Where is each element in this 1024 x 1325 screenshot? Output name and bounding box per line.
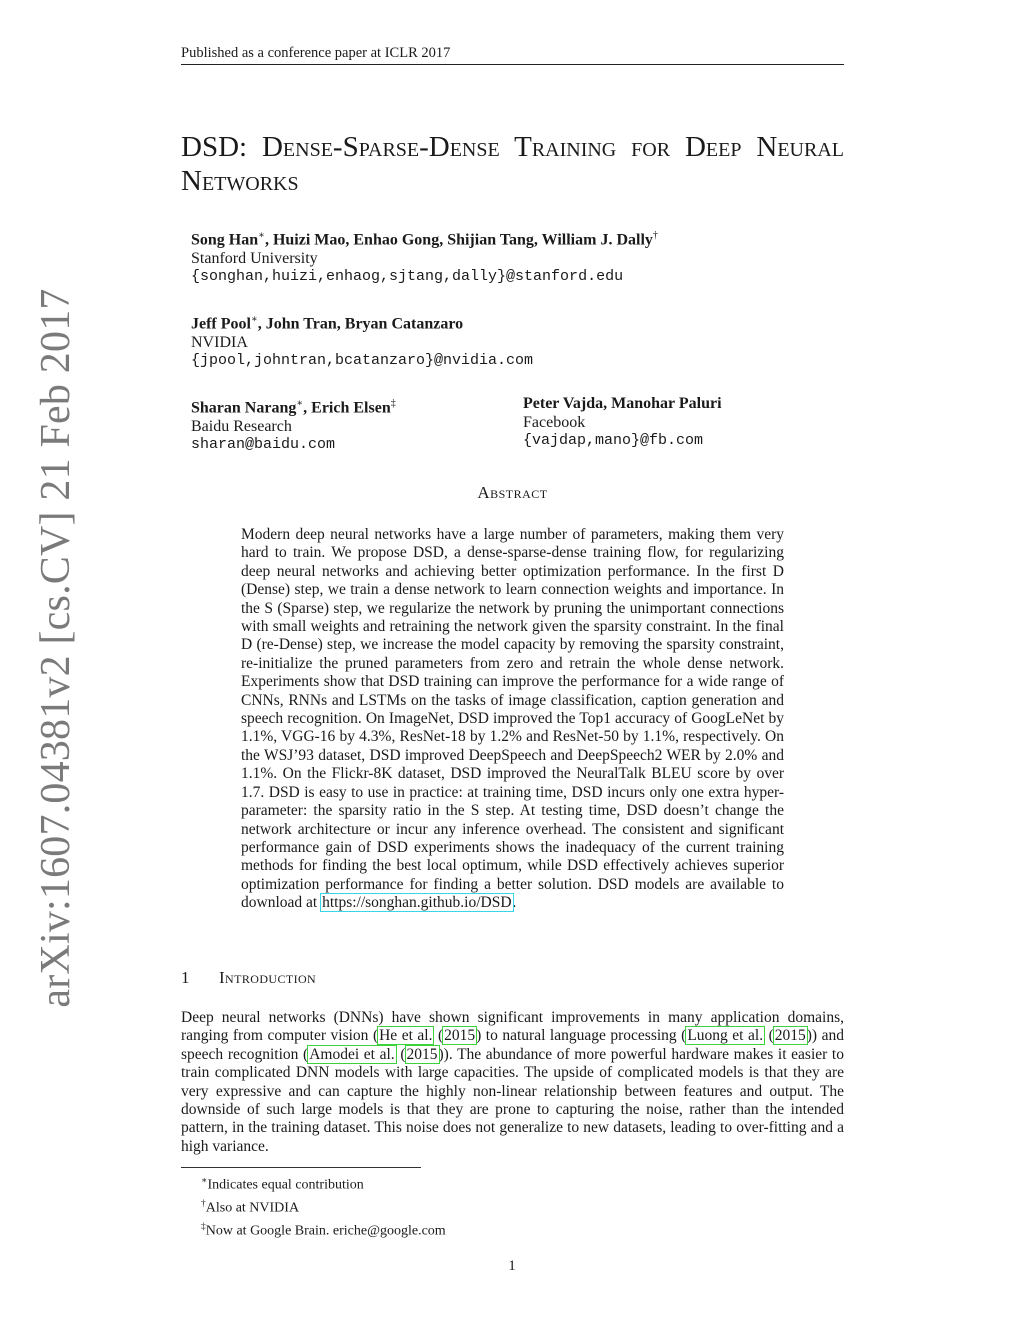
dsd-models-link[interactable]: https://songhan.github.io/DSD [322,894,512,912]
page-number: 1 [508,1258,516,1274]
footnote: ∗Indicates equal contribution [201,1176,364,1193]
author-block-nvidia [191,311,533,371]
author-block-baidu [191,395,396,455]
citation-he-year[interactable]: 2015 [444,1027,476,1045]
footnotes [201,1172,446,1241]
introduction-paragraph: Deep neural networks (DNNs) have shown significant improvements in many application domains, ranging from computer vision (He et al. (2015) to natural language processing (Luong et al. (2015)) and speech recognition (Amodei et al. (2015)). The abundance of more powerful hardware makes it easier to train complicated DNN models with large capacities. The upside of complicated models is that they are very expressive and can capture the highly non-linear relationship between features and output. The downside of such large models is that they are prone to capturing the noise, rather than the intended pattern, in the training dataset. This noise does not generalize to new datasets, leading to over-fitting and a high variance. [181,1009,844,1155]
institution: Baidu Research [191,417,292,435]
abstract-heading: Abstract [477,483,548,502]
author-block-facebook [523,395,722,451]
abstract-text: Modern deep neural networks have a large number of parameters, making them very hard to train. We propose DSD, a dense-sparse-dense training flow, for regularizing deep neural networks and achieving better optimization performance. In the first D (Dense) step, we train a dense network to learn connection weights and importance. In the S (Sparse) step, we regularize the network by pruning the unimportant connections with small weights and retraining the network given the sparsity constraint. In the final D (re-Dense) step, we increase the model capacity by removing the sparsity constraint, re-initialize the pruned parameters from zero and retrain the whole dense network. Experiments show that DSD training can improve the performance for a wide range of CNNs, RNNs and LSTMs on the tasks of image classification, caption generation and speech recognition. On ImageNet, DSD improved the Top1 accuracy of GoogLeNet by 1.1%, VGG-16 by 4.3%, ResNet-18 by 1.2% and ResNet-50 by 1.1%, respectively. On the WSJ’93 dataset, DSD improved DeepSpeech and DeepSpeech2 WER by 2.0% and 1.1%. On the Flickr-8K dataset, DSD improved the NeuralTalk BLEU score by over 1.7. DSD is easy to use in practice: at training time, DSD incurs only one extra hyper-parameter: the sparsity ratio in the S step. At testing time, DSD doesn’t change the network architecture or incur any inference overhead. The consistent and significant performance gain of DSD experiments shows the inadequacy of the current training methods for finding the best local optimum, while DSD effectively achieves superior optimization performance for finding a better solution. DSD models are available to download at https://songhan.github.io/DSD. [241,526,784,912]
citation-luong-year[interactable]: 2015 [774,1027,806,1045]
citation-he-author[interactable]: He et al. [379,1027,433,1045]
author-names: Jeff Pool∗, John Tran, Bryan Catanzaro [191,314,464,333]
section-title-text: Introduction [219,968,317,987]
author-email: {vajdap,mano}@fb.com [523,432,704,449]
institution: Stanford University [191,249,318,267]
running-header: Published as a conference paper at ICLR 2017 [181,44,844,65]
paper-title: DSD: Dense-Sparse-Dense Training for Deep Neural Networks [181,131,844,197]
section-heading-introduction [181,968,844,988]
citation-luong-author[interactable]: Luong et al. [687,1027,764,1045]
footnote: †Also at NVIDIA [201,1198,300,1216]
arxiv-stamp: arXiv:1607.04381v2 [cs.CV] 21 Feb 2017 [33,288,79,1008]
author-names: Peter Vajda, Manohar Paluri [523,395,722,412]
citation-amodei-author[interactable]: Amodei et al. [309,1045,395,1063]
author-names: Song Han∗, Huizi Mao, Enhao Gong, Shijian Tang, William J. Dally† [191,230,658,249]
section-number: 1 [181,968,190,987]
author-email: {jpool,johntran,bcatanzaro}@nvidia.com [191,352,534,370]
institution: Facebook [523,413,586,431]
author-names: Sharan Narang∗, Erich Elsen‡ [191,398,396,417]
footnote: ‡Now at Google Brain. eriche@google.com [201,1221,446,1239]
author-email: sharan@baidu.com [191,436,336,454]
author-block-stanford [191,227,658,287]
footnote-divider [181,1167,421,1168]
institution: NVIDIA [191,333,248,351]
author-email: {songhan,huizi,enhaog,sjtang,dally}@stanford.edu [191,268,624,286]
citation-amodei-year[interactable]: 2015 [406,1045,438,1063]
